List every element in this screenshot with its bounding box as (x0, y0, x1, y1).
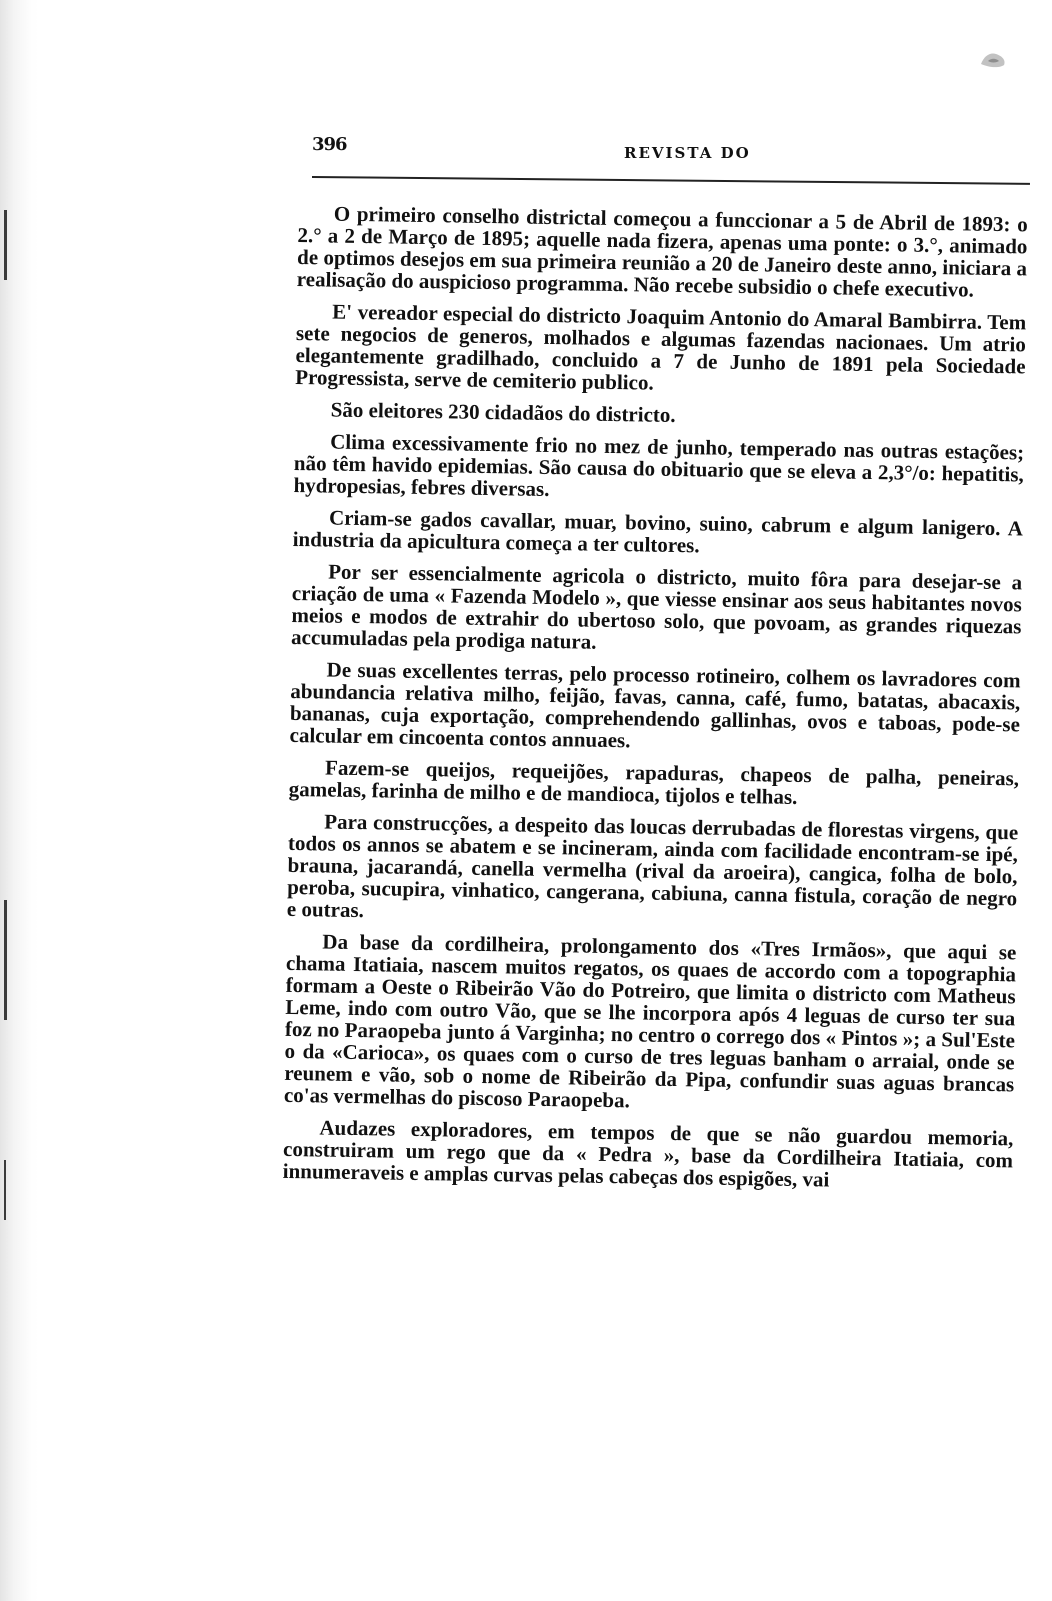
running-title: REVISTA DO (624, 144, 751, 162)
header-rule (312, 176, 1030, 185)
paragraph-10: Da base da cordilheira, prolongamento dos «Tres Irmãos», que aqui se chama Itatiaia, nascem muitos regatos, os quaes de accordo com a topographia formam a Oeste o Ribeirão Vão do Potreiro, que limita o districto com Matheus Leme, indo com outro Vão, que se lhe incorpora após 4 leguas de curso ter sua foz no Paraopeba junto á Varginha; no centro o corrego dos « Pintos »; a Sul'Este o da «Carioca», os quaes com o curso de tres leguas banham o arraial, onde se reunem e vão, sob o nome de Ribeirão da Pipa, confundir suas aguas brancas co'as vermelhas do piscoso Paraopeba. (283, 929, 1017, 1113)
scan-edge-mark (4, 900, 7, 1020)
paragraph-8: Fazem-se queijos, requeijões, rapaduras, chapeos de palha, peneiras, gamelas, farinha de milho e de mandioca, tijolos e telhas. (288, 755, 1020, 809)
page-header (312, 128, 1032, 194)
scan-edge-mark (4, 1160, 6, 1220)
paragraph-3: São eleitores 230 cidadãos do districto. (330, 397, 676, 427)
ink-blot-mark (978, 48, 1008, 70)
paragraph-9: Para construcções, a despeito das loucas derrubadas de florestas virgens, que todos os annos se abatem e se incineram, ainda com facilidade encontram-se ipé, brauna, jacarandá, canella vermelha (rival da aroeira), cangica, folha de bolo, peroba, sucupira, vinhatico, cangerana, cabiuna, canna fistula, coração de negro e outras. (286, 809, 1019, 923)
paragraph-7: De suas excellentes terras, pelo processo rotineiro, colhem os lavradores com abundancia relativa milho, feijão, favas, canna, café, fumo, batatas, abacaxis, bananas, cuja exportação, comprehendendo gallinhas, ovos e taboas, pode-se calcular em cincoenta contos annuaes. (289, 657, 1021, 753)
scan-edge-mark (4, 210, 7, 280)
paragraph-4: Clima excessivamente frio no mez de junho, temperado nas outras estações; não têm havido epidemias. São causa do obituario que se eleva a 2,3°/o: hepatitis, hydropesias, febres diversas. (293, 429, 1025, 501)
paragraph-6: Por ser essencialmente agricola o districto, muito fôra para desejar-se a criação de uma « Fazenda Modelo », que viesse ensinar aos seus habitantes novos meios e modos de extrahir do ubertoso solo, que povoam, as grandes riquezas accumuladas pela prodiga natura. (290, 559, 1023, 654)
paragraph-1: O primeiro conselho districtal começou a funccionar a 5 de Abril de 1893: o 2.° a 2 de Março de 1895; aquelle nada fizera, apenas uma ponte: o 3.°, animado de optimos desejos em sua primeira reunião a 20 de Janeiro deste anno, iniciara a realisação do auspicioso programma. Não recebe subsidio o chefe executivo. (296, 201, 1028, 302)
paragraph-2: E' vereador especial do districto Joaquim Antonio do Amaral Bambirra. Tem sete negocios de generos, molhados e algumas fazendas nacionaes. Um atrio elegantemente gradilhado, concluido a 7 de Junho de 1891 pela Sociedade Progressista, serve de cemiterio publico. (295, 299, 1027, 395)
paragraph-5: Criam-se gados cavallar, muar, bovino, suino, cabrum e algum lanigero. A industria da apicultura começa a ter cultores. (292, 505, 1024, 558)
page-number: 396 (312, 134, 347, 155)
paragraph-11: Audazes exploradores, em tempos de que se não guardou memoria, construiram um rego que da « Pedra », base da Cordilheira Itatiaia, com innumeraveis e amplas curvas pelas cabeças dos espigões, vai (282, 1115, 1014, 1192)
body-text (282, 202, 1027, 1203)
